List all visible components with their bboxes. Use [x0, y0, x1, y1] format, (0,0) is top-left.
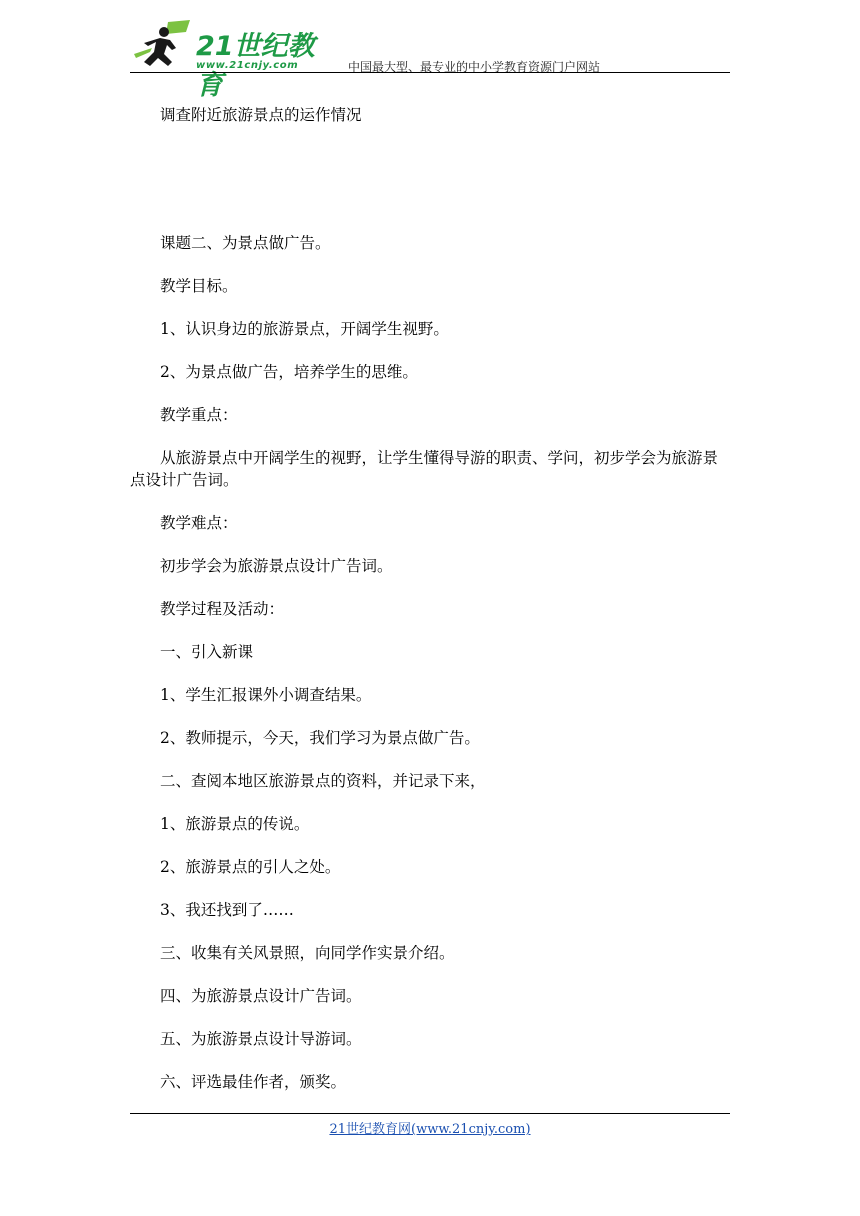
paragraph: 教学目标。 [160, 277, 238, 295]
page-header [130, 18, 730, 101]
paragraph: 2、教师提示，今天，我们学习为景点做广告。 [160, 729, 480, 747]
paragraph: 教学难点： [160, 514, 238, 532]
paragraph: 1、旅游景点的传说。 [160, 815, 310, 833]
logo-url: www.21cnjy.com [196, 60, 299, 71]
paragraph: 三、收集有关风景照，向同学作实景介绍。 [160, 944, 455, 962]
header-tagline: 中国最大型、最专业的中小学教育资源门户网站 [348, 60, 601, 74]
paragraph: 课题二、为景点做广告。 [160, 234, 331, 252]
footer-divider [130, 1113, 730, 1114]
paragraph: 1、认识身边的旅游景点，开阔学生视野。 [160, 320, 449, 338]
paragraph: 从旅游景点中开阔学生的视野，让学生懂得导游的职责、学问，初步学会为旅游景点设计广告词。 [130, 449, 719, 489]
paragraph: 初步学会为旅游景点设计广告词。 [160, 557, 393, 575]
paragraph: 六、评选最佳作者，颁奖。 [160, 1073, 347, 1091]
paragraph: 二、查阅本地区旅游景点的资料，并记录下来， [160, 772, 486, 790]
paragraph: 一、引入新课 [160, 643, 254, 661]
logo-text: 21世纪教育 [196, 31, 315, 101]
paragraph: 1、学生汇报课外小调查结果。 [160, 686, 372, 704]
document-body [130, 104, 730, 1093]
runner-logo-icon [130, 18, 196, 74]
paragraph: 教学过程及活动： [160, 600, 285, 618]
paragraph: 3、我还找到了…… [160, 901, 294, 919]
site-logo[interactable] [130, 18, 340, 101]
paragraph: 教学重点： [160, 406, 238, 424]
footer-site-link[interactable]: 21世纪教育网(www.21cnjy.com) [329, 1122, 531, 1137]
paragraph: 2、旅游景点的引人之处。 [160, 858, 341, 876]
paragraph: 2、为景点做广告，培养学生的思维。 [160, 363, 418, 381]
paragraph: 五、为旅游景点设计导游词。 [160, 1030, 362, 1048]
paragraph: 四、为旅游景点设计广告词。 [160, 987, 362, 1005]
paragraph: 调查附近旅游景点的运作情况 [160, 106, 362, 124]
header-divider [130, 72, 730, 73]
page-footer [130, 1118, 730, 1137]
